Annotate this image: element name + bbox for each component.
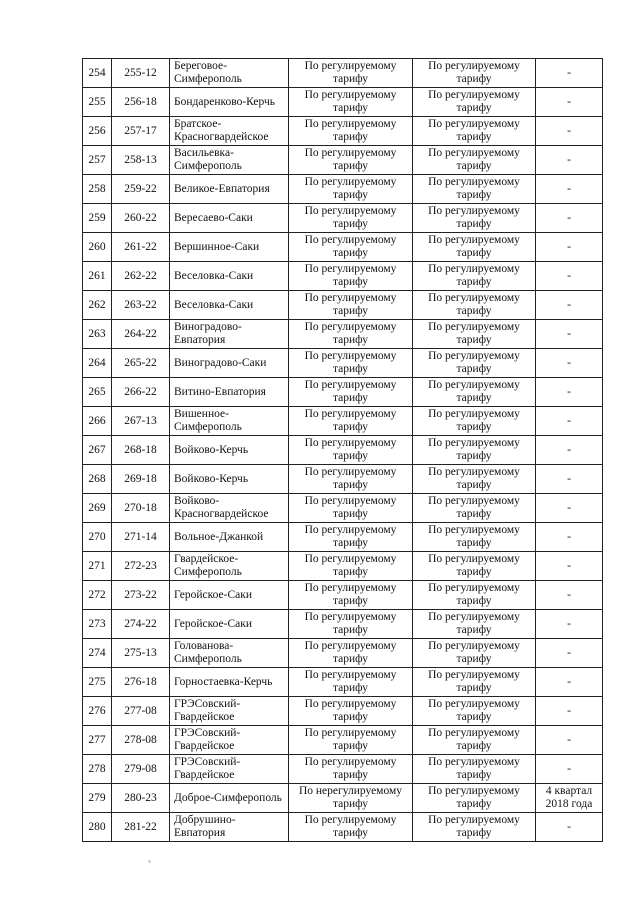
- tariff-type-cell: По регулируемому тарифу: [289, 465, 413, 494]
- route-code-cell: 261-22: [112, 233, 170, 262]
- row-number-cell: 273: [83, 610, 112, 639]
- table-row: [83, 407, 603, 436]
- row-number-cell: 270: [83, 523, 112, 552]
- routes-table-body: [83, 59, 603, 842]
- note-cell: -: [536, 465, 603, 494]
- row-number-cell: 259: [83, 204, 112, 233]
- tariff-type-cell: По регулируемому тарифу: [289, 523, 413, 552]
- row-number-cell: 257: [83, 146, 112, 175]
- table-row: [83, 552, 603, 581]
- note-cell: -: [536, 726, 603, 755]
- note-cell: -: [536, 59, 603, 88]
- route-name-cell: Доброе-Симферополь: [170, 784, 289, 813]
- route-name-cell: Витино-Евпатория: [170, 378, 289, 407]
- note-cell: -: [536, 494, 603, 523]
- note-cell: -: [536, 697, 603, 726]
- tariff-type-cell: По регулируемому тарифу: [289, 175, 413, 204]
- route-name-cell: Великое-Евпатория: [170, 175, 289, 204]
- note-cell: -: [536, 378, 603, 407]
- route-code-cell: 278-08: [112, 726, 170, 755]
- table-row: [83, 59, 603, 88]
- route-code-cell: 270-18: [112, 494, 170, 523]
- tariff-type-alt-cell: По регулируемому тарифу: [413, 784, 536, 813]
- route-code-cell: 274-22: [112, 610, 170, 639]
- note-cell: -: [536, 117, 603, 146]
- route-code-cell: 268-18: [112, 436, 170, 465]
- tariff-type-alt-cell: По регулируемому тарифу: [413, 581, 536, 610]
- route-code-cell: 256-18: [112, 88, 170, 117]
- route-code-cell: 277-08: [112, 697, 170, 726]
- tariff-type-cell: По регулируемому тарифу: [289, 378, 413, 407]
- tariff-type-cell: По регулируемому тарифу: [289, 88, 413, 117]
- route-name-cell: Добрушино-Евпатория: [170, 813, 289, 842]
- route-name-cell: Вересаево-Саки: [170, 204, 289, 233]
- table-row: [83, 610, 603, 639]
- tariff-type-cell: По регулируемому тарифу: [289, 697, 413, 726]
- route-name-cell: Гвардейское-Симферополь: [170, 552, 289, 581]
- note-cell: -: [536, 204, 603, 233]
- row-number-cell: 260: [83, 233, 112, 262]
- table-row: [83, 204, 603, 233]
- table-row: [83, 117, 603, 146]
- route-name-cell: Геройское-Саки: [170, 581, 289, 610]
- routes-table: [82, 58, 603, 842]
- tariff-type-cell: По регулируемому тарифу: [289, 581, 413, 610]
- table-row: [83, 146, 603, 175]
- row-number-cell: 269: [83, 494, 112, 523]
- route-name-cell: Бондаренково-Керчь: [170, 88, 289, 117]
- table-row: [83, 262, 603, 291]
- note-cell: -: [536, 407, 603, 436]
- row-number-cell: 279: [83, 784, 112, 813]
- row-number-cell: 280: [83, 813, 112, 842]
- tariff-type-alt-cell: По регулируемому тарифу: [413, 813, 536, 842]
- route-code-cell: 265-22: [112, 349, 170, 378]
- route-name-cell: Вишенное-Симферополь: [170, 407, 289, 436]
- note-cell: -: [536, 668, 603, 697]
- route-code-cell: 276-18: [112, 668, 170, 697]
- note-cell: -: [536, 262, 603, 291]
- table-row: [83, 349, 603, 378]
- note-cell: -: [536, 291, 603, 320]
- row-number-cell: 276: [83, 697, 112, 726]
- route-name-cell: Веселовка-Саки: [170, 262, 289, 291]
- tariff-type-alt-cell: По регулируемому тарифу: [413, 291, 536, 320]
- tariff-type-cell: По регулируемому тарифу: [289, 813, 413, 842]
- note-cell: -: [536, 813, 603, 842]
- tariff-type-alt-cell: По регулируемому тарифу: [413, 262, 536, 291]
- tariff-type-alt-cell: По регулируемому тарифу: [413, 639, 536, 668]
- table-row: [83, 813, 603, 842]
- note-cell: 4 квартал 2018 года: [536, 784, 603, 813]
- route-code-cell: 263-22: [112, 291, 170, 320]
- table-row: [83, 784, 603, 813]
- tariff-type-alt-cell: По регулируемому тарифу: [413, 668, 536, 697]
- note-cell: -: [536, 610, 603, 639]
- row-number-cell: 277: [83, 726, 112, 755]
- table-row: [83, 291, 603, 320]
- table-row: [83, 233, 603, 262]
- tariff-type-alt-cell: По регулируемому тарифу: [413, 59, 536, 88]
- route-name-cell: Васильевка-Симферополь: [170, 146, 289, 175]
- tariff-type-alt-cell: По регулируемому тарифу: [413, 320, 536, 349]
- note-cell: -: [536, 552, 603, 581]
- tariff-type-alt-cell: По регулируемому тарифу: [413, 233, 536, 262]
- route-name-cell: ГРЭСовский-Гвардейское: [170, 697, 289, 726]
- row-number-cell: 271: [83, 552, 112, 581]
- tariff-type-cell: По регулируемому тарифу: [289, 436, 413, 465]
- tariff-type-alt-cell: По регулируемому тарифу: [413, 146, 536, 175]
- route-code-cell: 273-22: [112, 581, 170, 610]
- route-code-cell: 267-13: [112, 407, 170, 436]
- route-name-cell: ГРЭСовский-Гвардейское: [170, 755, 289, 784]
- note-cell: -: [536, 755, 603, 784]
- tariff-type-cell: По нерегулируемому тарифу: [289, 784, 413, 813]
- route-name-cell: Голованова-Симферополь: [170, 639, 289, 668]
- table-row: [83, 88, 603, 117]
- route-code-cell: 258-13: [112, 146, 170, 175]
- note-cell: -: [536, 639, 603, 668]
- scan-dot: [148, 860, 151, 863]
- row-number-cell: 263: [83, 320, 112, 349]
- note-cell: -: [536, 320, 603, 349]
- table-row: [83, 668, 603, 697]
- tariff-type-cell: По регулируемому тарифу: [289, 668, 413, 697]
- tariff-type-alt-cell: По регулируемому тарифу: [413, 494, 536, 523]
- table-row: [83, 581, 603, 610]
- tariff-type-cell: По регулируемому тарифу: [289, 146, 413, 175]
- route-code-cell: 279-08: [112, 755, 170, 784]
- tariff-type-alt-cell: По регулируемому тарифу: [413, 610, 536, 639]
- tariff-type-cell: По регулируемому тарифу: [289, 610, 413, 639]
- table-row: [83, 755, 603, 784]
- route-code-cell: 257-17: [112, 117, 170, 146]
- table-row: [83, 436, 603, 465]
- table-row: [83, 465, 603, 494]
- tariff-type-alt-cell: По регулируемому тарифу: [413, 523, 536, 552]
- tariff-type-cell: По регулируемому тарифу: [289, 552, 413, 581]
- row-number-cell: 266: [83, 407, 112, 436]
- tariff-type-alt-cell: По регулируемому тарифу: [413, 552, 536, 581]
- tariff-type-cell: По регулируемому тарифу: [289, 262, 413, 291]
- tariff-type-cell: По регулируемому тарифу: [289, 233, 413, 262]
- route-code-cell: 271-14: [112, 523, 170, 552]
- row-number-cell: 268: [83, 465, 112, 494]
- row-number-cell: 272: [83, 581, 112, 610]
- tariff-type-cell: По регулируемому тарифу: [289, 755, 413, 784]
- route-name-cell: Вершинное-Саки: [170, 233, 289, 262]
- tariff-type-cell: По регулируемому тарифу: [289, 639, 413, 668]
- tariff-type-cell: По регулируемому тарифу: [289, 349, 413, 378]
- route-name-cell: Вольное-Джанкой: [170, 523, 289, 552]
- tariff-type-cell: По регулируемому тарифу: [289, 291, 413, 320]
- tariff-type-alt-cell: По регулируемому тарифу: [413, 349, 536, 378]
- route-name-cell: Братское-Красногвардейское: [170, 117, 289, 146]
- route-name-cell: Веселовка-Саки: [170, 291, 289, 320]
- row-number-cell: 256: [83, 117, 112, 146]
- route-name-cell: Виноградово-Евпатория: [170, 320, 289, 349]
- route-code-cell: 259-22: [112, 175, 170, 204]
- route-name-cell: ГРЭСовский-Гвардейское: [170, 726, 289, 755]
- row-number-cell: 264: [83, 349, 112, 378]
- route-code-cell: 260-22: [112, 204, 170, 233]
- tariff-type-alt-cell: По регулируемому тарифу: [413, 465, 536, 494]
- route-name-cell: Виноградово-Саки: [170, 349, 289, 378]
- row-number-cell: 258: [83, 175, 112, 204]
- tariff-type-alt-cell: По регулируемому тарифу: [413, 436, 536, 465]
- row-number-cell: 278: [83, 755, 112, 784]
- table-row: [83, 726, 603, 755]
- route-code-cell: 266-22: [112, 378, 170, 407]
- note-cell: -: [536, 146, 603, 175]
- table-row: [83, 175, 603, 204]
- tariff-type-cell: По регулируемому тарифу: [289, 494, 413, 523]
- tariff-type-alt-cell: По регулируемому тарифу: [413, 378, 536, 407]
- route-name-cell: Войково-Красногвардейское: [170, 494, 289, 523]
- table-row: [83, 494, 603, 523]
- tariff-type-cell: По регулируемому тарифу: [289, 59, 413, 88]
- route-code-cell: 262-22: [112, 262, 170, 291]
- row-number-cell: 254: [83, 59, 112, 88]
- note-cell: -: [536, 349, 603, 378]
- table-row: [83, 320, 603, 349]
- tariff-type-cell: По регулируемому тарифу: [289, 320, 413, 349]
- tariff-type-cell: По регулируемому тарифу: [289, 204, 413, 233]
- tariff-type-cell: По регулируемому тарифу: [289, 726, 413, 755]
- route-code-cell: 280-23: [112, 784, 170, 813]
- tariff-type-cell: По регулируемому тарифу: [289, 117, 413, 146]
- row-number-cell: 262: [83, 291, 112, 320]
- table-row: [83, 697, 603, 726]
- table-row: [83, 639, 603, 668]
- row-number-cell: 265: [83, 378, 112, 407]
- row-number-cell: 261: [83, 262, 112, 291]
- row-number-cell: 255: [83, 88, 112, 117]
- route-code-cell: 272-23: [112, 552, 170, 581]
- route-name-cell: Войково-Керчь: [170, 436, 289, 465]
- tariff-type-alt-cell: По регулируемому тарифу: [413, 117, 536, 146]
- tariff-type-alt-cell: По регулируемому тарифу: [413, 726, 536, 755]
- tariff-type-alt-cell: По регулируемому тарифу: [413, 88, 536, 117]
- tariff-type-alt-cell: По регулируемому тарифу: [413, 204, 536, 233]
- row-number-cell: 275: [83, 668, 112, 697]
- route-code-cell: 264-22: [112, 320, 170, 349]
- note-cell: -: [536, 523, 603, 552]
- row-number-cell: 274: [83, 639, 112, 668]
- note-cell: -: [536, 88, 603, 117]
- row-number-cell: 267: [83, 436, 112, 465]
- tariff-type-alt-cell: По регулируемому тарифу: [413, 175, 536, 204]
- tariff-type-alt-cell: По регулируемому тарифу: [413, 755, 536, 784]
- route-code-cell: 275-13: [112, 639, 170, 668]
- table-row: [83, 378, 603, 407]
- route-name-cell: Геройское-Саки: [170, 610, 289, 639]
- note-cell: -: [536, 233, 603, 262]
- tariff-type-cell: По регулируемому тарифу: [289, 407, 413, 436]
- table-row: [83, 523, 603, 552]
- note-cell: -: [536, 436, 603, 465]
- route-name-cell: Горностаевка-Керчь: [170, 668, 289, 697]
- route-code-cell: 281-22: [112, 813, 170, 842]
- route-code-cell: 269-18: [112, 465, 170, 494]
- note-cell: -: [536, 175, 603, 204]
- tariff-type-alt-cell: По регулируемому тарифу: [413, 407, 536, 436]
- tariff-type-alt-cell: По регулируемому тарифу: [413, 697, 536, 726]
- route-name-cell: Войково-Керчь: [170, 465, 289, 494]
- note-cell: -: [536, 581, 603, 610]
- route-name-cell: Береговое-Симферополь: [170, 59, 289, 88]
- route-code-cell: 255-12: [112, 59, 170, 88]
